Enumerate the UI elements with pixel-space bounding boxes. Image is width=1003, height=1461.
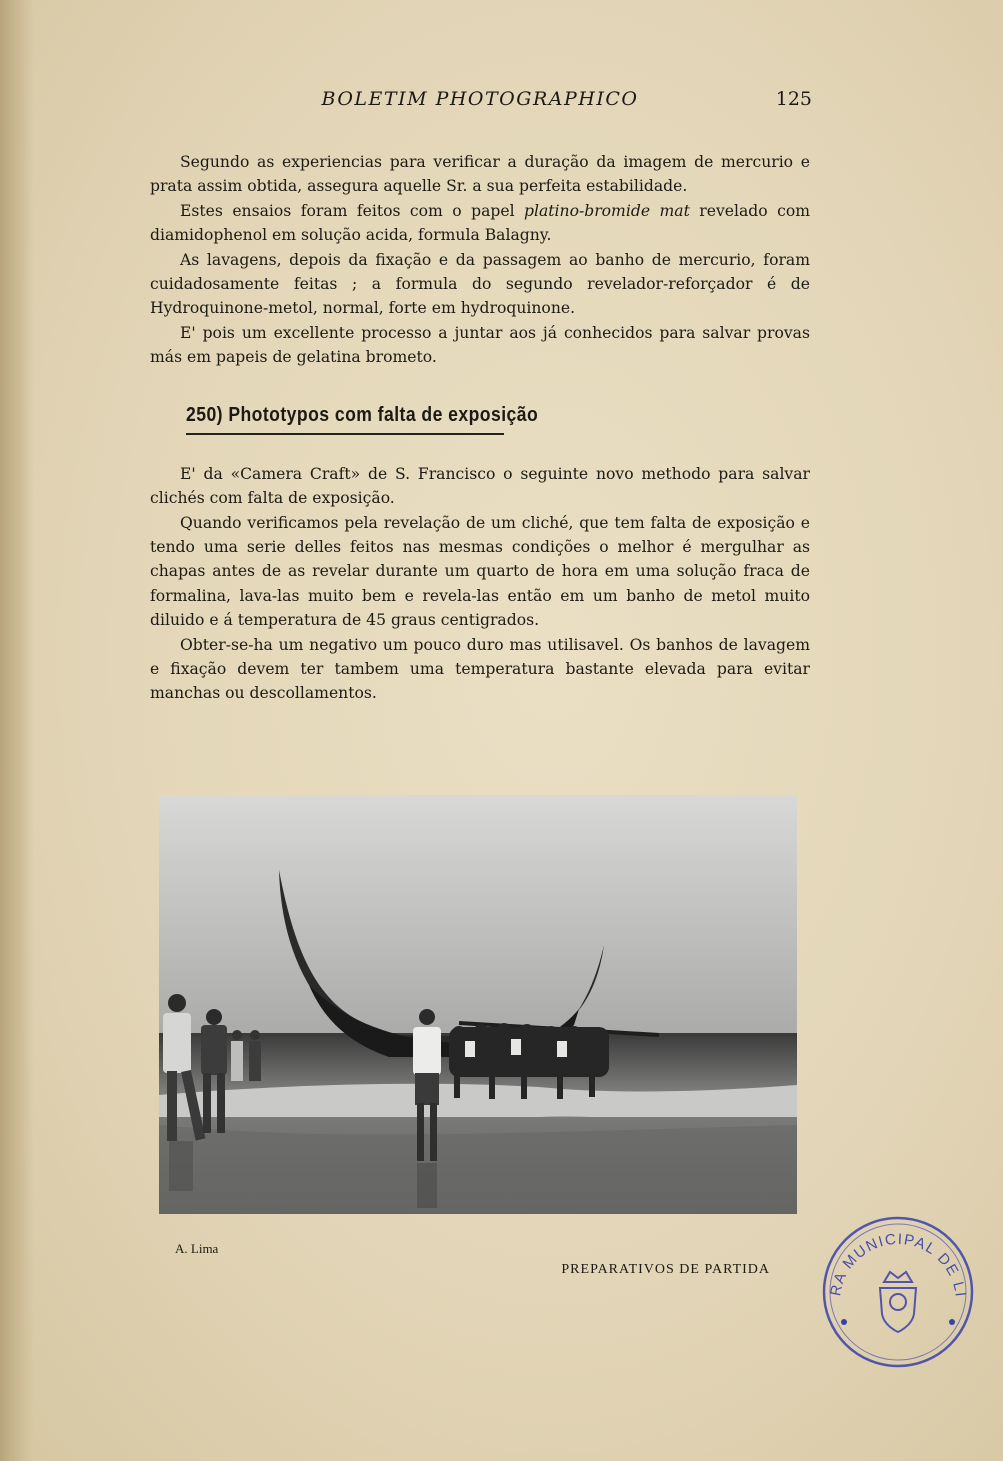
section-paragraph-2: Quando verificamos pela revelação de um cliché, que tem falta de exposição e tendo uma serie delles feitos nas mesmas condições o melhor é mergulhar as chapas antes de as revelar durante um quarto de hora em uma solução fraca de formalina, lava-las muito bem e revela-las então em um banho de metol muito diluido e á temperatura de 45 graus centigrados.: [150, 514, 810, 629]
paragraph-3: As lavagens, depois da fixação e da passagem ao banho de mercurio, foram cuidadosamente feitas ; a formula do segundo revelador-reforçador é de Hydroquinone-metol, normal, forte em hydroquinone.: [150, 251, 810, 318]
stamp-text: RA MUNICIPAL DE LI: [827, 1230, 969, 1299]
paragraph-2-emphasis: platino-bromide mat: [524, 202, 690, 220]
photo-credit: A. Lima: [175, 1241, 219, 1256]
photo-caption: PREPARATIVOS DE PARTIDA: [561, 1262, 770, 1277]
page-number: 125: [775, 88, 812, 110]
running-title: BOLETIM PHOTOGRAPHICO: [321, 88, 639, 110]
section-heading: 250) Phototypos com falta de exposição: [186, 404, 539, 426]
paragraph-2-text-b: revelado com diamidophenol em solução acida, formula Balagny.: [150, 202, 811, 245]
section-paragraph-1: E' da «Camera Craft» de S. Francisco o seguinte novo methodo para salvar clichés com falta de exposição.: [150, 465, 810, 508]
svg-text:CÂMARA MUNICIPAL DE LISBOA: [818, 1210, 969, 1299]
paragraph-4: E' pois um excellente processo a juntar aos já conhecidos para salvar provas más em papeis de gelatina brometo.: [150, 324, 810, 367]
page-binding-shadow: [0, 0, 34, 1461]
section-paragraph-3: Obter-se-ha um negativo um pouco duro mas utilisavel. Os banhos de lavagem e fixação devem ter tambem uma temperatura bastante elevada para evitar manchas ou descollamentos.: [150, 636, 810, 703]
paragraph-2-text-a: Estes ensaios foram feitos com o papel: [180, 202, 525, 220]
library-stamp: [818, 1210, 978, 1370]
beach-boat-photograph: [159, 795, 797, 1214]
paragraph-1: Segundo as experiencias para verificar a duração da imagem de mercurio e prata assim obtida, assegura aquelle Sr. a sua perfeita estabilidade.: [150, 153, 810, 196]
section-heading-underline: [186, 433, 504, 435]
paragraph-2: [150, 199, 810, 247]
